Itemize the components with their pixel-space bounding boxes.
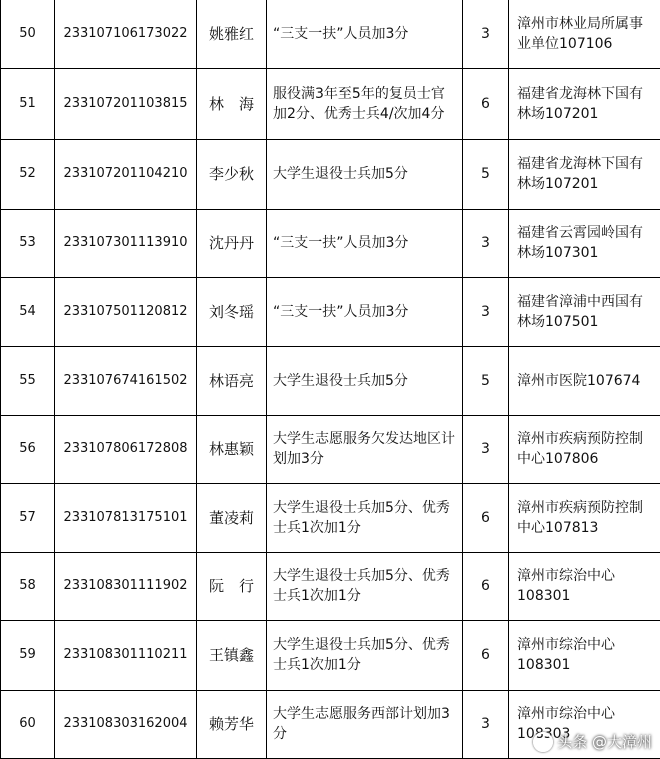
bonus-points: 3	[463, 415, 509, 483]
bonus-points: 5	[463, 346, 509, 415]
table-row	[1, 620, 660, 690]
exam-id: 233107201103815	[55, 68, 197, 139]
exam-id: 233108301110211	[55, 620, 197, 690]
bonus-points: 3	[463, 277, 509, 346]
row-number: 57	[1, 483, 55, 552]
exam-id: 233108303162004	[55, 690, 197, 758]
bonus-points: 3	[463, 209, 509, 277]
employer-unit: 漳州市疾病预防控制中心107813	[509, 483, 660, 552]
row-number: 52	[1, 139, 55, 209]
candidate-name: 董凌莉	[197, 483, 267, 552]
employer-unit: 福建省云霄园岭国有林场107301	[509, 209, 660, 277]
table-row	[1, 415, 660, 483]
exam-id: 233107806172808	[55, 415, 197, 483]
employer-unit: 福建省龙海林下国有林场107201	[509, 139, 660, 209]
exam-id: 233107674161502	[55, 346, 197, 415]
employer-unit: 漳州市林业局所属事业单位107106	[509, 0, 660, 68]
table-row	[1, 346, 660, 415]
bonus-points: 6	[463, 552, 509, 620]
employer-unit: 漳州市医院107674	[509, 346, 660, 415]
candidate-name: 李少秋	[197, 139, 267, 209]
bonus-reason: “三支一扶”人员加3分	[267, 209, 463, 277]
watermark-text: 头条 @大漳州	[557, 731, 652, 752]
bonus-reason: 大学生志愿服务西部计划加3分	[267, 690, 463, 758]
table-row	[1, 277, 660, 346]
row-number: 53	[1, 209, 55, 277]
candidate-name: 林语亮	[197, 346, 267, 415]
candidate-name: 刘冬瑶	[197, 277, 267, 346]
bonus-points: 6	[463, 68, 509, 139]
table-row	[1, 483, 660, 552]
table-row	[1, 139, 660, 209]
table-row	[1, 209, 660, 277]
table-row	[1, 0, 660, 68]
row-number: 58	[1, 552, 55, 620]
bonus-reason: 服役满3年至5年的复员士官加2分、优秀士兵4/次加4分	[267, 68, 463, 139]
bonus-points: 6	[463, 483, 509, 552]
bonus-reason: “三支一扶”人员加3分	[267, 277, 463, 346]
candidate-name: 姚雅红	[197, 0, 267, 68]
table-row	[1, 552, 660, 620]
candidate-name: 阮 行	[197, 552, 267, 620]
candidate-name: 沈丹丹	[197, 209, 267, 277]
bonus-reason: 大学生志愿服务欠发达地区计划加3分	[267, 415, 463, 483]
table-row	[1, 68, 660, 139]
employer-unit: 福建省漳浦中西国有林场107501	[509, 277, 660, 346]
candidate-name: 王镇鑫	[197, 620, 267, 690]
candidate-name: 林惠颖	[197, 415, 267, 483]
row-number: 60	[1, 690, 55, 758]
bonus-points: 3	[463, 0, 509, 68]
bonus-points: 5	[463, 139, 509, 209]
row-number: 54	[1, 277, 55, 346]
exam-id: 233107501120812	[55, 277, 197, 346]
watermark	[531, 731, 652, 752]
bonus-reason: 大学生退役士兵加5分、优秀士兵1次加1分	[267, 552, 463, 620]
toutiao-logo-icon	[533, 732, 553, 752]
employer-unit: 漳州市综治中心108301	[509, 620, 660, 690]
bonus-reason: 大学生退役士兵加5分、优秀士兵1次加1分	[267, 483, 463, 552]
row-number: 51	[1, 68, 55, 139]
row-number: 56	[1, 415, 55, 483]
employer-unit: 漳州市疾病预防控制中心107806	[509, 415, 660, 483]
bonus-reason: 大学生退役士兵加5分	[267, 139, 463, 209]
bonus-reason: 大学生退役士兵加5分、优秀士兵1次加1分	[267, 620, 463, 690]
candidate-name: 林 海	[197, 68, 267, 139]
row-number: 55	[1, 346, 55, 415]
employer-unit: 福建省龙海林下国有林场107201	[509, 68, 660, 139]
candidate-name: 赖芳华	[197, 690, 267, 758]
exam-id: 233107106173022	[55, 0, 197, 68]
bonus-reason: “三支一扶”人员加3分	[267, 0, 463, 68]
bonus-reason: 大学生退役士兵加5分	[267, 346, 463, 415]
bonus-points: 3	[463, 690, 509, 758]
exam-id: 233107201104210	[55, 139, 197, 209]
employer-unit: 漳州市综治中心108303	[509, 690, 660, 758]
exam-id: 233107301113910	[55, 209, 197, 277]
employer-unit: 漳州市综治中心108301	[509, 552, 660, 620]
row-number: 50	[1, 0, 55, 68]
exam-id: 233108301111902	[55, 552, 197, 620]
row-number: 59	[1, 620, 55, 690]
exam-id: 233107813175101	[55, 483, 197, 552]
bonus-points: 6	[463, 620, 509, 690]
